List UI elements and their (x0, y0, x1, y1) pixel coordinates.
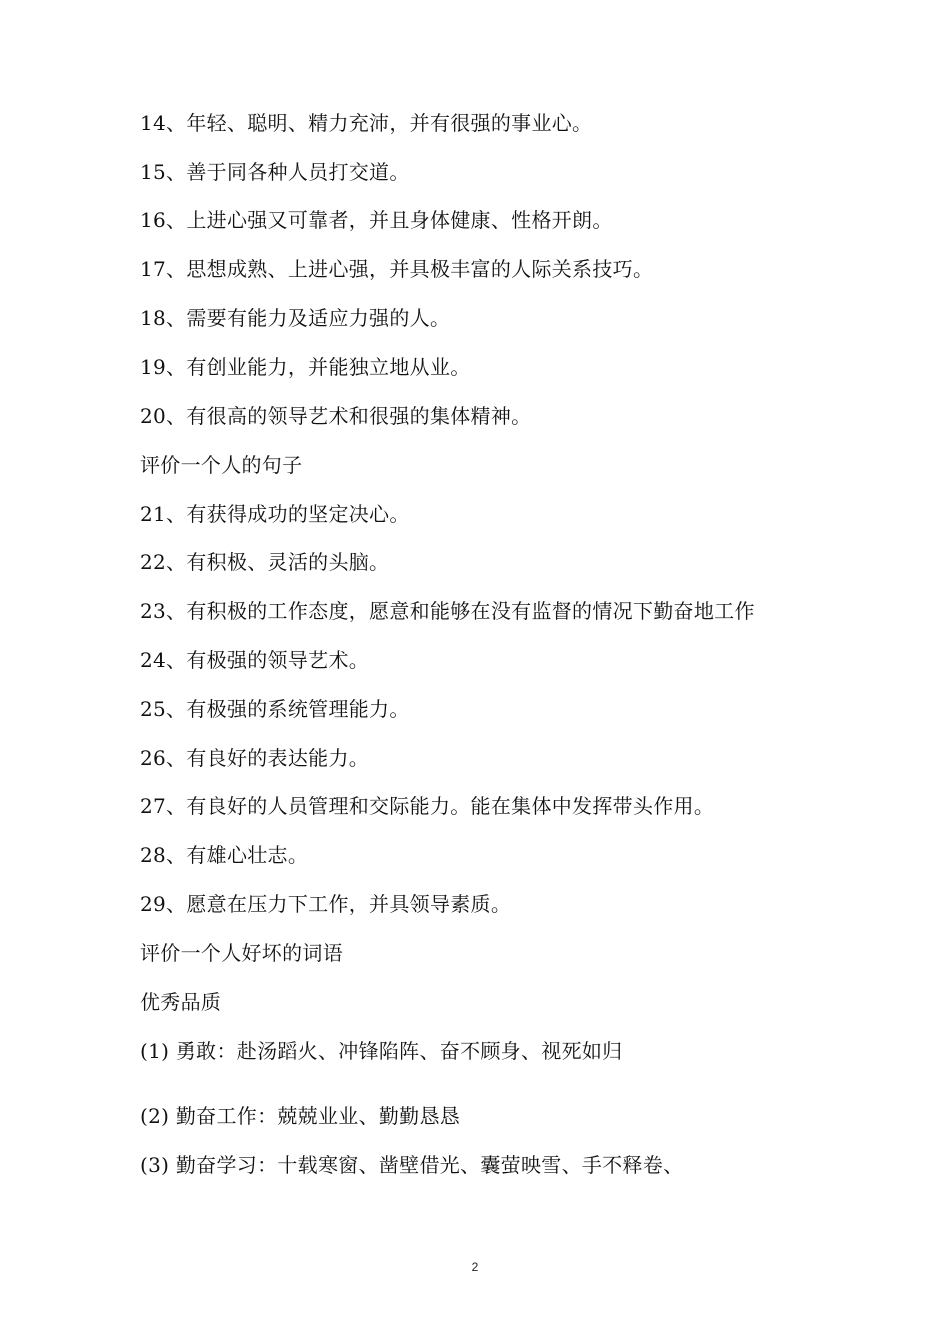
text-line: (2) 勤奋工作：兢兢业业、勤勤恳恳 (140, 1104, 461, 1128)
text-line: 28、有雄心壮志。 (140, 843, 309, 867)
text-line: 16、上进心强又可靠者，并且身体健康、性格开朗。 (140, 208, 613, 232)
text-line: 15、善于同各种人员打交道。 (140, 160, 410, 184)
section-subheading: 优秀品质 (140, 990, 222, 1014)
text-line: 21、有获得成功的坚定决心。 (140, 502, 410, 526)
text-line: 18、需要有能力及适应力强的人。 (140, 306, 451, 330)
text-line: 20、有很高的领导艺术和很强的集体精神。 (140, 404, 532, 428)
text-line: 25、有极强的系统管理能力。 (140, 697, 410, 721)
text-line: 24、有极强的领导艺术。 (140, 648, 370, 672)
section-heading: 评价一个人好坏的词语 (140, 941, 343, 965)
text-line: 29、愿意在压力下工作，并具领导素质。 (140, 892, 512, 916)
text-line: 27、有良好的人员管理和交际能力。能在集体中发挥带头作用。 (140, 794, 715, 818)
text-line: 14、年轻、聪明、精力充沛，并有很强的事业心。 (140, 111, 593, 135)
text-line: 26、有良好的表达能力。 (140, 746, 370, 770)
text-line: (1) 勇敢：赴汤蹈火、冲锋陷阵、奋不顾身、视死如归 (140, 1039, 623, 1063)
text-line: (3) 勤奋学习：十载寒窗、凿壁借光、囊萤映雪、手不释卷、 (140, 1153, 684, 1177)
text-line: 22、有积极、灵活的头脑。 (140, 550, 390, 574)
section-heading: 评价一个人的句子 (140, 453, 303, 477)
page-number: 2 (471, 1260, 479, 1274)
text-line: 17、思想成熟、上进心强，并具极丰富的人际关系技巧。 (140, 257, 654, 281)
text-line: 19、有创业能力，并能独立地从业。 (140, 355, 471, 379)
text-line: 23、有积极的工作态度，愿意和能够在没有监督的情况下勤奋地工作 (140, 599, 755, 623)
